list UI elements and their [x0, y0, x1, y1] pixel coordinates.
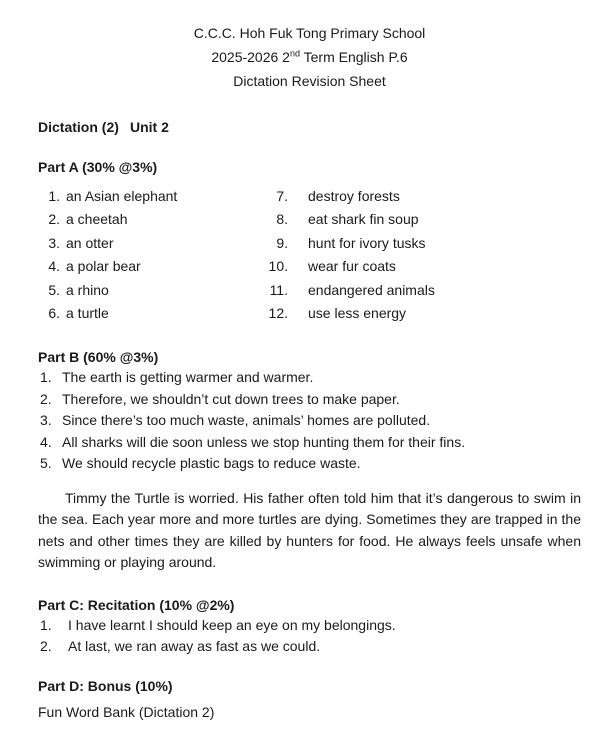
item-number: 12. — [268, 305, 288, 322]
list-item — [38, 185, 581, 208]
list-item — [38, 615, 581, 637]
item-text: endangered animals — [308, 281, 435, 298]
ordinal-superscript: nd — [289, 48, 300, 59]
list-item — [38, 232, 581, 255]
list-item — [38, 302, 581, 325]
item-text: Therefore, we shouldn’t cut down trees to make paper. — [62, 390, 400, 407]
item-number: 9. — [276, 234, 288, 251]
item-number: 10. — [268, 258, 288, 275]
item-number: 1. — [40, 369, 52, 386]
item-number: 5. — [48, 281, 60, 298]
unit-label: Unit 2 — [130, 119, 169, 135]
item-number: 6. — [48, 305, 60, 322]
list-item — [38, 410, 581, 432]
term-prefix: 2025-2026 2 — [211, 49, 290, 65]
list-item — [38, 255, 581, 278]
sheet-title: Dictation Revision Sheet — [233, 73, 386, 89]
part-a-list — [38, 185, 581, 325]
item-number: 1. — [40, 616, 52, 633]
list-item — [38, 432, 581, 454]
item-text: a polar bear — [66, 258, 141, 275]
item-text: hunt for ivory tusks — [308, 234, 426, 251]
item-text: an otter — [66, 234, 114, 251]
item-text: an Asian elephant — [66, 188, 178, 204]
dictation-title-line — [38, 117, 581, 137]
item-number: 3. — [40, 412, 52, 429]
story-paragraph: Timmy the Turtle is worried. His father often told him that it’s dangerous to swim in the sea. Each year more and more turtles are dying. Sometimes they are trapped in the nets and other times they are killed by hunters for food. He always feels unsafe when swimming or playing around. — [38, 489, 581, 571]
list-item — [38, 453, 581, 475]
list-item — [38, 279, 581, 302]
list-item — [38, 389, 581, 411]
part-a-heading: Part A (30% @3%) — [38, 159, 158, 175]
part-b-heading: Part B (60% @3%) — [38, 349, 159, 366]
item-text: a turtle — [66, 305, 109, 322]
item-number: 11. — [269, 281, 288, 298]
item-text: The earth is getting warmer and warmer. — [62, 369, 314, 386]
part-d-heading: Part D: Bonus (10%) — [38, 677, 173, 694]
part-c-list — [38, 615, 581, 658]
item-text: At last, we ran away as fast as we could. — [68, 638, 321, 655]
item-text: All sharks will die soon unless we stop hunting them for their fins. — [62, 433, 466, 450]
item-number: 8. — [276, 211, 288, 228]
item-number: 2. — [40, 390, 52, 407]
term-line — [38, 45, 581, 69]
item-number: 2. — [40, 638, 52, 655]
item-text: a cheetah — [66, 211, 128, 228]
item-text: use less energy — [308, 305, 407, 322]
item-text: a rhino — [66, 281, 109, 298]
item-number: 2. — [48, 211, 60, 228]
item-text: destroy forests — [308, 188, 400, 204]
dictation-number: Dictation (2) — [38, 119, 119, 135]
item-text: I have learnt I should keep an eye on my belongings. — [68, 616, 396, 633]
list-item — [38, 208, 581, 231]
part-b-list — [38, 367, 581, 475]
item-text: Since there’s too much waste, animals’ homes are polluted. — [62, 412, 431, 429]
term-suffix: Term English P.6 — [300, 49, 408, 65]
item-text: We should recycle plastic bags to reduce waste. — [62, 455, 361, 472]
item-number: 7. — [276, 188, 288, 204]
part-c-heading: Part C: Recitation (10% @2%) — [38, 596, 235, 613]
item-number: 3. — [48, 234, 60, 251]
school-name: C.C.C. Hoh Fuk Tong Primary School — [193, 25, 426, 41]
item-number: 4. — [40, 433, 52, 450]
document-header — [38, 21, 581, 93]
fun-word-bank-label: Fun Word Bank (Dictation 2) — [38, 703, 215, 720]
list-item — [38, 367, 581, 389]
list-item — [38, 636, 581, 658]
item-number: 4. — [48, 258, 60, 275]
item-number: 5. — [40, 455, 52, 472]
item-number: 1. — [48, 188, 60, 204]
item-text: eat shark fin soup — [308, 211, 419, 228]
item-text: wear fur coats — [308, 258, 396, 275]
